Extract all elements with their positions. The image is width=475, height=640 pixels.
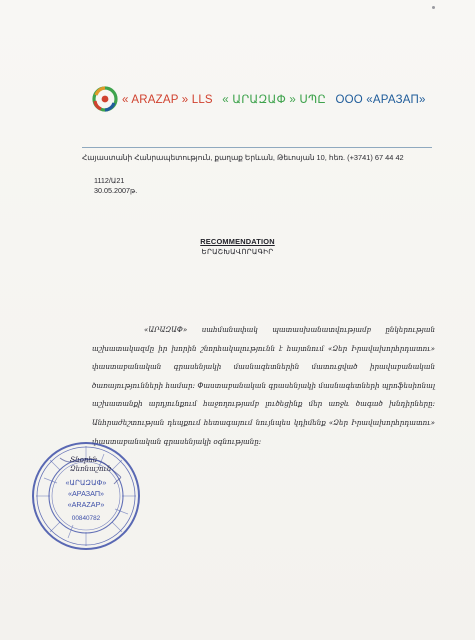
company-names (122, 92, 426, 106)
signatory-line-2: Ձեռնաշուն (70, 465, 112, 473)
reference-date: 30.05.2007թ. (94, 186, 138, 195)
signatory-label (70, 456, 111, 474)
letterhead (92, 82, 472, 116)
title-armenian: ԵՐԱՇԽԱՎՈՐԱԳԻՐ (201, 249, 274, 256)
stamp-line-en: «ARAZAP» (67, 500, 105, 509)
document-title (0, 237, 475, 256)
stamp-number: 00840782 (71, 515, 101, 522)
reference-number: 1112/Ա21 (94, 176, 125, 185)
stamp-line-hy: «ԱՐԱԶԱՓ» (65, 478, 107, 487)
header-divider (82, 147, 432, 148)
letter-body: «ԱՐԱԶԱՓ» սահմանափակ պատասխանատվությամբ ընկերության աշխատակազմը իր խորին շնորհակալությունն է հայտնում «Ձեր Իրավախորհրդատու» փաստաբանական գրասենյակի մասնագետներին մատուցված իրավաբանական ծառայությունների համար: Փաստաբանական գրասենյակի մասնագետների պրոֆեսիոնալ աշխատանքի արդյունքում հաջողությամբ լուծեցինք մեր առջև ծագած խնդիրները: Անհրաժեշտության դեպքում հետագայում նույնպես կդիմենք «Ձեր Իրավախորհրդատու» փաստաբանական գրասենյակի օգնությանը: (92, 325, 435, 446)
circular-logo-icon (92, 86, 118, 112)
company-name-en: « ARAZAP » LLS (122, 94, 213, 106)
stamp-line-ru: «АРАЗАП» (67, 489, 105, 498)
signatory-line-1: Տնօրեն (70, 456, 98, 464)
scan-speck (432, 6, 435, 9)
company-name-ru: ООО «АРАЗАП» (335, 94, 426, 106)
company-name-hy: « ԱՐԱԶԱՓ » ՍՊԸ (222, 94, 327, 106)
title-english: RECOMMENDATION (200, 237, 275, 246)
company-address: Հայաստանի Հանրապետություն, քաղաք Երևան, Թեւոսյան 10, հեռ. (+3741) 67 44 42 (82, 153, 404, 162)
reference-block (94, 176, 137, 196)
